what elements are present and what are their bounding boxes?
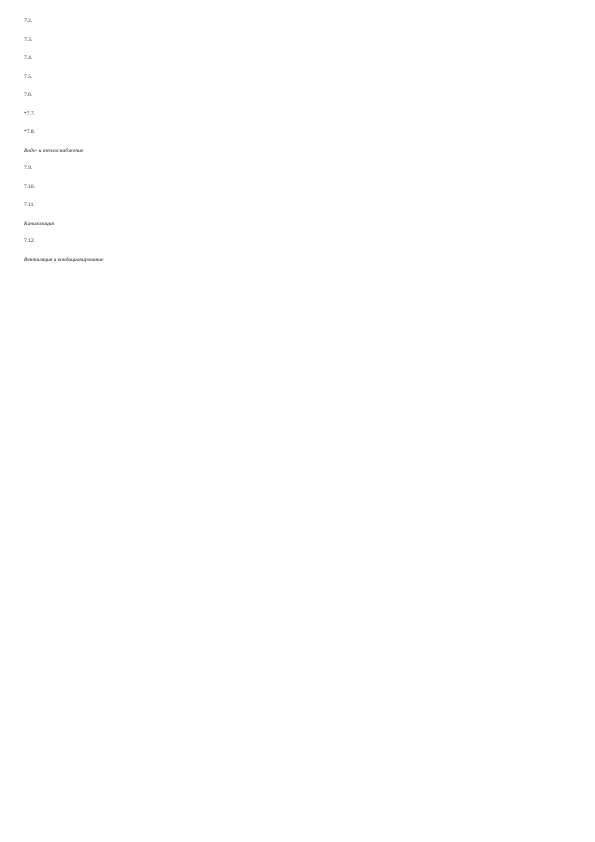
paragraph-7-7 xyxy=(24,110,571,119)
section-heading-water-heat: Водо- и теплоснабжение xyxy=(24,147,84,154)
paragraph-number: 7.12. xyxy=(24,238,35,244)
paragraph-number: 7.2. xyxy=(24,18,33,24)
paragraph-number: 7.10. xyxy=(24,183,35,190)
paragraph-number: 7.6. xyxy=(24,92,33,98)
paragraph-7-4 xyxy=(24,54,571,63)
paragraph-number: 7.9. xyxy=(24,165,33,171)
paragraph-7-12 xyxy=(24,237,571,246)
paragraph-number: *7.8. xyxy=(24,129,35,135)
paragraph-7-9 xyxy=(24,164,571,173)
paragraph-number: 7.3. xyxy=(24,36,33,43)
paragraph-number: 7.11. xyxy=(24,202,35,208)
paragraph-7-2 xyxy=(24,17,571,26)
section-heading-sewerage: Канализация xyxy=(24,220,54,227)
paragraph-number: 7.4. xyxy=(24,55,33,61)
paragraph-7-3 xyxy=(24,36,571,45)
paragraph-7-5 xyxy=(24,73,571,82)
paragraph-number: 7.5. xyxy=(24,73,33,80)
paragraph-number: *7.7. xyxy=(24,110,35,117)
paragraph-7-10 xyxy=(24,183,571,192)
paragraph-7-8 xyxy=(24,128,571,137)
paragraph-7-11 xyxy=(24,201,571,210)
paragraph-7-6 xyxy=(24,91,571,100)
section-heading-ventilation: Вентиляция и кондиционирование xyxy=(24,256,104,263)
